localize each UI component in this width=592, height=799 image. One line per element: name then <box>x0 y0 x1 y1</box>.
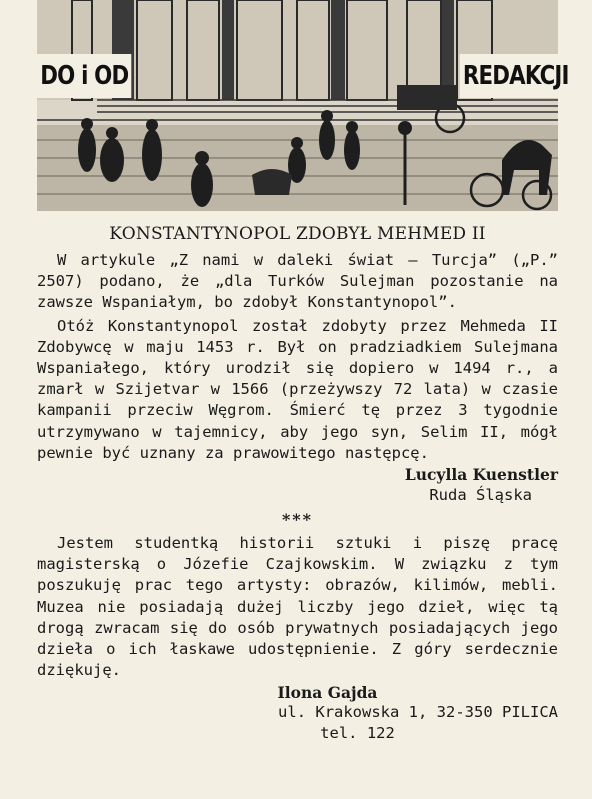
article-content <box>37 220 558 744</box>
article2-address: ul. Krakowska 1, 32-350 PILICA <box>278 703 558 722</box>
article1-paragraph-2: Otóż Konstantynopol został zdobyty przez Mehmeda II Zdobywcę w maju 1453 r. Był on pradziadkiem Sulejmana Wspaniałego, który urodził się dopiero w 1494 r., a zmarł w Szijetvar w 1566 (przeżywszy 72 lata) w czasie kampanii przeciw Węgrom. Śmierć tę przez 3 tygodnie utrzymywano w tajemnicy, aby jego syn, Selim II, mógł pewnie być uznany za prawowitego następcę. <box>37 316 558 462</box>
article2-phone: tel. 122 <box>320 724 395 743</box>
header-illustration <box>37 0 569 211</box>
header-label-right: REDAKCJI <box>460 54 572 98</box>
article1-author: Lucylla Kuenstler <box>404 465 558 485</box>
article1-paragraph-1: W artykule „Z nami w daleki świat — Turcja” („P.” 2507) podano, że „dla Turków Sulejman pozostanie na zawsze Wspaniałym, bo zdobył Konstantynopol”. <box>37 251 558 312</box>
separator-stars: *** <box>281 510 314 530</box>
article1-headline: KONSTANTYNOPOL ZDOBYŁ MEHMED II <box>109 224 486 244</box>
header-label-left: DO i OD <box>37 54 132 98</box>
article2-author: Ilona Gajda <box>277 683 378 703</box>
article2-paragraph: Jestem studentką historii sztuki i piszę pracę magisterską o Józefie Czajkowskim. W związku z tym poszukuję prac tego artysty: obrazów, kilimów, mebli. Muzea nie posiadają dużej liczby jego dzieł, więc tą drogą zwracam się do osób prywatnych posiadających jego dzieła o ich łaskawe udostępnienie. Z góry serdecznie dziękuję. <box>37 534 558 680</box>
street-scene-engraving <box>37 0 558 211</box>
article1-town: Ruda Śląska <box>429 486 532 505</box>
